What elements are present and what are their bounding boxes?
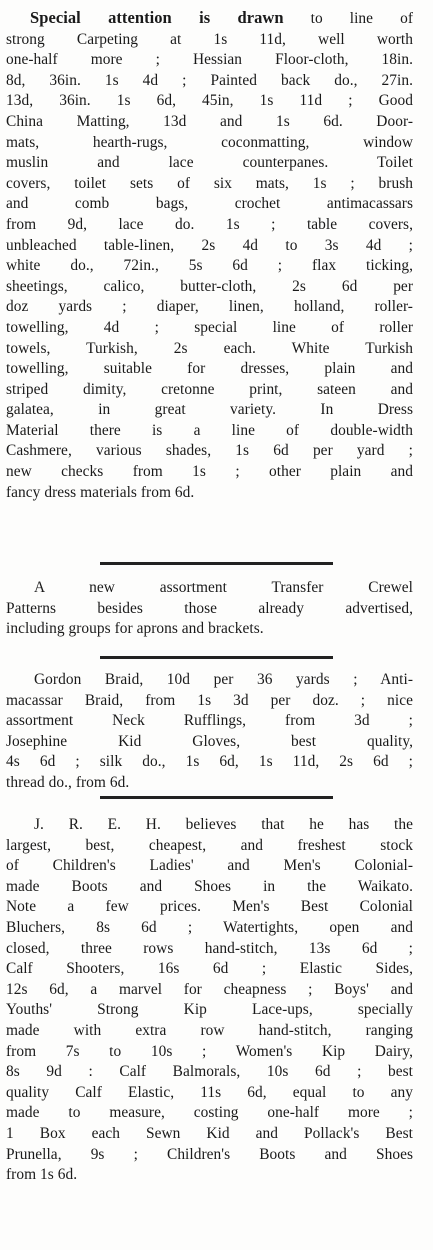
paragraph-line: Cashmere, various shades, 1s 6d per yard ; bbox=[6, 442, 413, 460]
paragraph-line: 12s 6d, a marvel for cheapness ; Boys' and bbox=[6, 980, 413, 998]
paragraph-line: quality Calf Elastic, 11s 6d, equal to any bbox=[6, 1083, 413, 1101]
line-text: to line of bbox=[283, 10, 413, 27]
paragraph-line: towelling, 4d ; special line of roller bbox=[6, 318, 413, 336]
paragraph-line: Josephine Kid Gloves, best quality, bbox=[6, 732, 413, 750]
paragraph-line: J. R. E. H. believes that he has the bbox=[34, 816, 413, 833]
paragraph-line: muslin and lace counterpanes. Toilet bbox=[6, 154, 413, 172]
paragraph-line: China Matting, 13d and 1s 6d. Door- bbox=[6, 112, 413, 130]
paragraph-line: sheetings, calico, butter-cloth, 2s 6d per bbox=[6, 277, 413, 295]
paragraph-line: including groups for aprons and brackets. bbox=[6, 620, 264, 638]
paragraph-line: towels, Turkish, 2s each. White Turkish bbox=[6, 339, 413, 357]
paragraph-line: white do., 72in., 5s 6d ; flax ticking, bbox=[6, 257, 413, 275]
paragraph-line: made to measure, costing one-half more ; bbox=[6, 1104, 413, 1122]
section-divider bbox=[100, 562, 333, 565]
paragraph-line: Youths' Strong Kip Lace-ups, specially bbox=[6, 1001, 413, 1019]
paragraph-line: from 7s to 10s ; Women's Kip Dairy, bbox=[6, 1042, 413, 1060]
paragraph-line: 8d, 36in. 1s 4d ; Painted back do., 27in. bbox=[6, 71, 413, 89]
paragraph-line: Material there is a line of double-width bbox=[6, 421, 413, 439]
paragraph-line: strong Carpeting at 1s 11d, well worth bbox=[6, 30, 413, 48]
paragraph-line: covers, toilet sets of six mats, 1s ; brush bbox=[6, 174, 413, 192]
paragraph-line: macassar Braid, from 1s 3d per doz. ; nice bbox=[6, 691, 413, 709]
paragraph-line: made with extra row hand-stitch, ranging bbox=[6, 1021, 413, 1039]
paragraph-line: from 9d, lace do. 1s ; table covers, bbox=[6, 215, 413, 233]
paragraph-line: A new assortment Transfer Crewel bbox=[34, 579, 413, 596]
paragraph-line: of Children's Ladies' and Men's Colonial- bbox=[6, 857, 413, 875]
boots-shoes-paragraph bbox=[6, 815, 419, 1186]
paragraph-line: mats, hearth-rugs, coconmatting, window bbox=[6, 133, 413, 151]
paragraph-line: towelling, suitable for dresses, plain and bbox=[6, 360, 413, 378]
paragraph-line: assortment Neck Rufflings, from 3d ; bbox=[6, 712, 413, 730]
paragraph-line: Calf Shooters, 16s 6d ; Elastic Sides, bbox=[6, 960, 413, 978]
paragraph-line: Bluchers, 8s 6d ; Watertights, open and bbox=[6, 918, 413, 936]
paragraph-line: closed, three rows hand-stitch, 13s 6d ; bbox=[6, 939, 413, 957]
lead-phrase: Special attention is drawn bbox=[30, 8, 284, 27]
section-divider bbox=[100, 656, 333, 659]
paragraph-line: thread do., from 6d. bbox=[6, 773, 130, 791]
paragraph-line: new checks from 1s ; other plain and bbox=[6, 463, 413, 481]
braid-gloves-paragraph bbox=[6, 670, 419, 794]
paragraph-line: striped dimity, cretonne print, sateen and bbox=[6, 380, 413, 398]
paragraph-line bbox=[30, 8, 413, 30]
paragraph-line: Prunella, 9s ; Children's Boots and Shoes bbox=[6, 1145, 413, 1163]
paragraph-line: 1 Box each Sewn Kid and Pollack's Best bbox=[6, 1124, 413, 1142]
paragraph-line: and comb bags, crochet antimacassars bbox=[6, 195, 413, 213]
carpeting-paragraph bbox=[6, 8, 419, 503]
paragraph-line: fancy dress materials from 6d. bbox=[6, 483, 195, 501]
paragraph-line: 4s 6d ; silk do., 1s 6d, 1s 11d, 2s 6d ; bbox=[6, 753, 413, 771]
paragraph-line: made Boots and Shoes in the Waikato. bbox=[6, 877, 413, 895]
paragraph-line: unbleached table-linen, 2s 4d to 3s 4d ; bbox=[6, 236, 413, 254]
paragraph-line: Gordon Braid, 10d per 36 yards ; Anti- bbox=[34, 671, 413, 688]
paragraph-line: doz yards ; diaper, linen, holland, roller- bbox=[6, 298, 413, 316]
paragraph-line: Note a few prices. Men's Best Colonial bbox=[6, 898, 413, 916]
paragraph-line: 13d, 36in. 1s 6d, 45in, 1s 11d ; Good bbox=[6, 92, 413, 110]
paragraph-line: from 1s 6d. bbox=[6, 1166, 78, 1184]
crewel-patterns-paragraph bbox=[6, 578, 419, 640]
paragraph-line: one-half more ; Hessian Floor-cloth, 18in. bbox=[6, 51, 413, 69]
paragraph-line: Patterns besides those already advertised, bbox=[6, 599, 413, 617]
paragraph-line: 8s 9d : Calf Balmorals, 10s 6d ; best bbox=[6, 1063, 413, 1081]
paragraph-line: galatea, in great variety. In Dress bbox=[6, 401, 413, 419]
section-divider bbox=[100, 796, 333, 799]
paragraph-line: largest, best, cheapest, and freshest stock bbox=[6, 836, 413, 854]
